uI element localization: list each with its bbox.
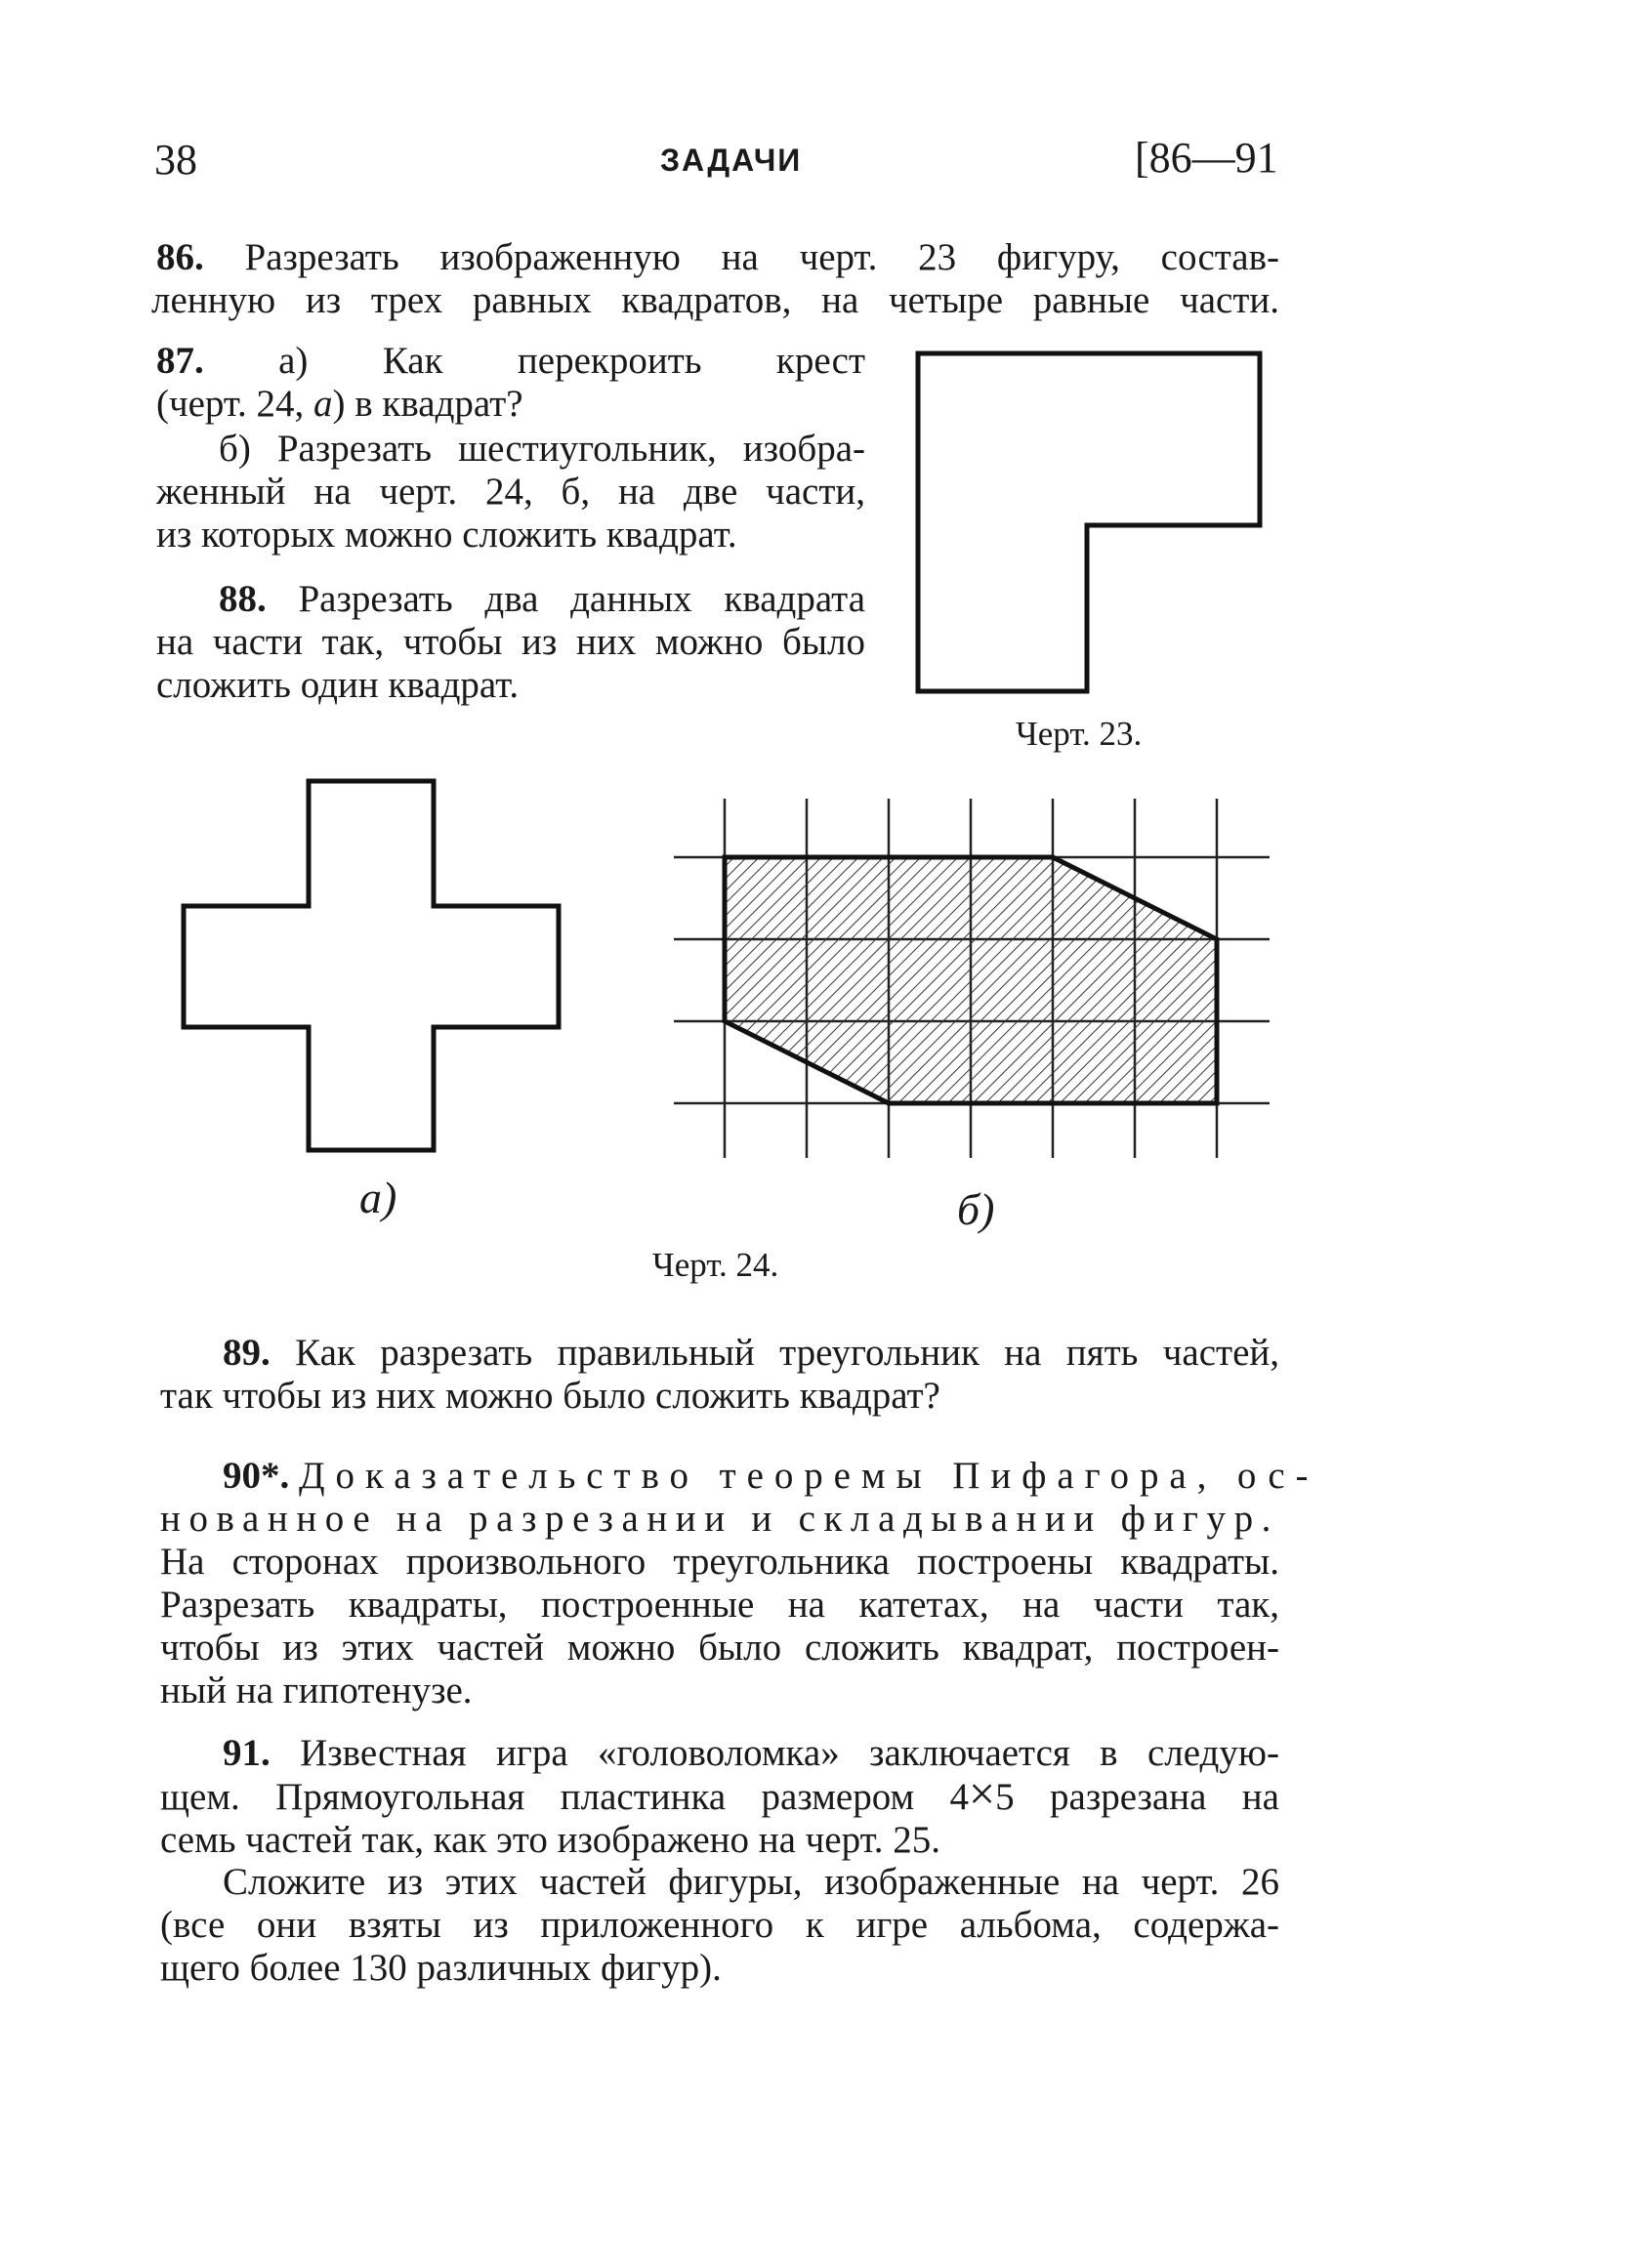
problem-88-number: 88.: [219, 578, 267, 620]
running-title: ЗАДАЧИ: [660, 143, 803, 178]
problem-87-number: 87.: [156, 340, 204, 382]
problem-91-para-2-line-2: (все они взяты из приложенного к игре альбома, содержа-: [160, 1904, 1279, 1946]
problem-90-line-4: Разрезать квадраты, построенные на катетах, на части так,: [160, 1584, 1279, 1626]
problem-87-b-line-1: б) Разрезать шестиугольник, изобра-: [219, 428, 865, 470]
fig24-caption: Черт. 24.: [652, 1246, 779, 1284]
problem-91-para-2: [160, 1861, 1279, 1990]
problem-86-line-2: ленную из трех равных квадратов, на четыре равные части.: [151, 279, 1279, 321]
problem-91-number: 91.: [223, 1732, 271, 1774]
times-sign: ×: [969, 1768, 996, 1820]
problem-90-line-5: чтобы из этих частей можно было сложить квадрат, построен-: [160, 1627, 1279, 1669]
problem-91-line-2: щем. Прямоугольная пластинка размером 4×5 разрезана на: [160, 1768, 1279, 1820]
problem-91-line-1: 91. Известная игра «головоломка» заключается в следую-: [223, 1732, 1279, 1774]
problem-86-number: 86.: [156, 236, 204, 278]
problem-88-line-1: 88. Разрезать два данных квадрата: [219, 578, 865, 620]
problem-90-line-2: нованное на разрезании и складывании фигур.: [160, 1498, 1279, 1540]
fig24a-label: а): [359, 1173, 397, 1222]
problem-89: [160, 1332, 1279, 1418]
problem-87-line-2: (черт. 24, а) в квадрат?: [156, 383, 523, 425]
problem-90-line-1: 90*. Доказательство теоремы Пифагора, ос-: [223, 1455, 1319, 1497]
page-number: 38: [154, 136, 197, 184]
problem-91-para-2-line-1: Сложите из этих частей фигуры, изображенные на черт. 26: [223, 1861, 1279, 1903]
fig24b-label: б): [957, 1184, 995, 1234]
problem-87-line-1: 87. а) Как перекроить крест: [156, 340, 866, 382]
problem-89-line-2: так чтобы из них можно было сложить квадрат?: [160, 1375, 940, 1417]
problem-range: [86—91: [1135, 134, 1278, 182]
problem-91-para-2-line-3: щего более 130 различных фигур).: [160, 1947, 722, 1989]
fig23-caption: Черт. 23.: [1016, 715, 1143, 753]
problem-91: [160, 1732, 1279, 1862]
problem-86-line-1: 86. Разрезать изображенную на черт. 23 фигуру, состав-: [156, 236, 1279, 278]
problem-88-line-2: на части так, чтобы из них можно было: [156, 621, 865, 663]
problem-87-b-line-3: из которых можно сложить квадрат.: [156, 514, 737, 556]
problem-89-line-1: 89. Как разрезать правильный треугольник на пять частей,: [223, 1332, 1280, 1374]
problem-90-line-6: ный на гипотенузе.: [160, 1670, 473, 1711]
problem-90-line-3: На сторонах произвольного треугольника построены квадраты.: [160, 1541, 1279, 1583]
problem-89-number: 89.: [223, 1332, 271, 1374]
problem-90-number: 90*.: [223, 1455, 290, 1497]
problem-87-b-line-2: женный на черт. 24, б, на две части,: [156, 471, 865, 513]
problem-88-line-3: сложить один квадрат.: [156, 664, 520, 706]
problem-90: [160, 1455, 1319, 1712]
problem-91-line-3: семь частей так, как это изображено на черт. 25.: [160, 1819, 940, 1861]
